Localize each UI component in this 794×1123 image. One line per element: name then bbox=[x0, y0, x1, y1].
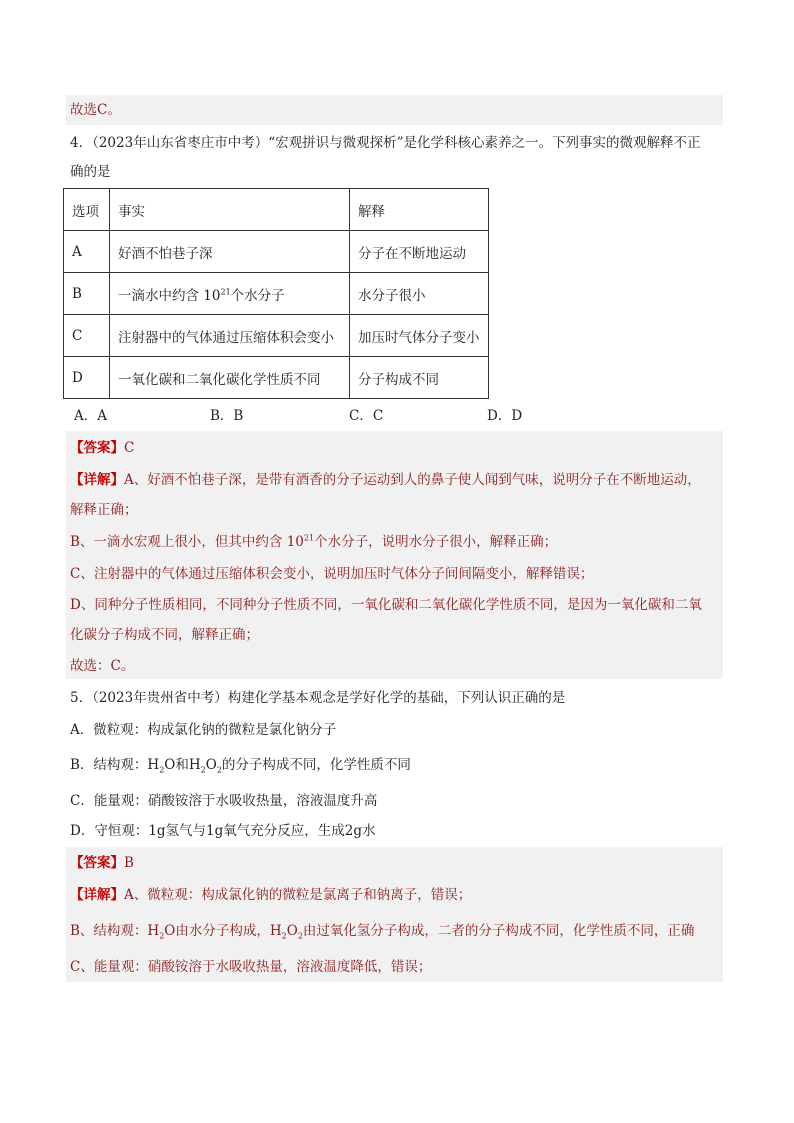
formula-subscript: 2 bbox=[159, 931, 165, 941]
q5-option-b-pre: B．结构观： bbox=[70, 757, 148, 773]
q4-detail-b bbox=[70, 532, 557, 552]
answer-value: B bbox=[124, 855, 134, 871]
formula-subscript: 2 bbox=[297, 931, 303, 941]
prev-answer-conclusion: 故选C。 bbox=[70, 102, 121, 118]
formula-peroxide bbox=[270, 923, 303, 939]
formula-element: H bbox=[147, 923, 160, 939]
q4-detail-d1: D、同种分子性质相同，不同种分子性质不同，一氧化碳和二氧化碳化学性质不同，是因为一氧化碳和二氧 bbox=[70, 597, 702, 613]
table-header-row bbox=[64, 189, 489, 231]
q5-answer bbox=[70, 853, 134, 873]
table-row bbox=[64, 315, 489, 357]
prev-answer-band bbox=[66, 95, 723, 125]
formula-element: O bbox=[205, 757, 217, 773]
detail-b-post: 个水分子，说明水分子很小，解释正确； bbox=[314, 534, 558, 550]
formula-element: O bbox=[164, 757, 176, 773]
detail-b-pre: B、结构观： bbox=[70, 923, 148, 939]
answer-value: C bbox=[124, 440, 135, 456]
formula-element: O bbox=[164, 923, 176, 939]
formula-subscript: 2 bbox=[216, 765, 222, 775]
formula-subscript: 2 bbox=[200, 765, 206, 775]
q4-conclusion: 故选：C。 bbox=[70, 658, 135, 674]
q4-detail-line2: 解释正确； bbox=[70, 502, 138, 518]
table-header-cell: 选项 bbox=[64, 189, 110, 231]
table-header-cell: 事实 bbox=[110, 189, 350, 231]
table-cell-explain: 分子构成不同 bbox=[350, 357, 489, 399]
q4-detail-c: C、注射器中的气体通过压缩体积会变小，说明加压时气体分子间间隔变小，解释错误； bbox=[70, 566, 594, 582]
formula-water bbox=[147, 923, 175, 939]
table-row bbox=[64, 273, 489, 315]
fact-text-post: 个水分子 bbox=[230, 287, 285, 304]
table-cell-option: B bbox=[64, 273, 110, 315]
q4-stem-line1: 4．（2023年山东省枣庄市中考）“宏观拼识与微观探析”是化学科核心素养之一。下列事实的微观解释不正 bbox=[70, 135, 701, 151]
formula-element: O bbox=[286, 923, 298, 939]
fact-exponent: 21 bbox=[220, 287, 231, 296]
table-cell-option: C bbox=[64, 315, 110, 357]
q5-option-d: D．守恒观：1g氢气与1g氧气充分反应，生成2g水 bbox=[70, 823, 376, 839]
table-cell-fact: 好酒不怕巷子深 bbox=[110, 231, 350, 273]
table-cell-option: A bbox=[64, 231, 110, 273]
detail-text: A、微粒观：构成氯化钠的微粒是氯离子和钠离子，错误； bbox=[124, 887, 472, 903]
q5-option-a: A．微粒观：构成氯化钠的微粒是氯化钠分子 bbox=[70, 722, 337, 738]
q4-stem-line2: 确的是 bbox=[70, 164, 111, 180]
formula-element: H bbox=[188, 757, 201, 773]
q4-detail-d2: 化碳分子构成不同，解释正确； bbox=[70, 627, 259, 643]
q4-facts-table bbox=[63, 188, 489, 399]
q4-option-b: B．B bbox=[210, 408, 244, 424]
answer-tag: 【答案】 bbox=[70, 440, 124, 456]
table-cell-fact: 一氧化碳和二氧化碳化学性质不同 bbox=[110, 357, 350, 399]
formula-peroxide bbox=[189, 757, 222, 773]
detail-tag: 【详解】 bbox=[70, 887, 124, 903]
q4-answer bbox=[70, 438, 134, 458]
q5-option-b-and: 和 bbox=[175, 757, 189, 773]
answer-tag: 【答案】 bbox=[70, 855, 124, 871]
detail-tag: 【详解】 bbox=[70, 472, 124, 488]
table-cell-explain: 水分子很小 bbox=[350, 273, 489, 315]
q5-stem: 5．（2023年贵州省中考）构建化学基本观念是学好化学的基础，下列认识正确的是 bbox=[70, 690, 566, 706]
formula-subscript: 2 bbox=[159, 765, 165, 775]
table-header-cell: 解释 bbox=[350, 189, 489, 231]
table-cell-explain: 加压时气体分子变小 bbox=[350, 315, 489, 357]
fact-text-pre: 一滴水中约含 10 bbox=[118, 287, 221, 304]
q5-detail-b bbox=[70, 921, 694, 941]
detail-b-pre: B、一滴水宏观上很小，但其中约含 10 bbox=[70, 534, 304, 550]
q4-option-c: C．C bbox=[349, 408, 384, 424]
detail-b-post: 由过氧化氢分子构成，二者的分子构成不同，化学性质不同，正确 bbox=[302, 923, 695, 939]
q4-option-d: D．D bbox=[487, 408, 523, 424]
formula-water bbox=[147, 757, 175, 773]
q5-detail-c: C、能量观：硝酸铵溶于水吸收热量，溶液温度降低，错误； bbox=[70, 959, 432, 975]
table-cell-explain: 分子在不断地运动 bbox=[350, 231, 489, 273]
table-cell-fact bbox=[110, 273, 350, 315]
q4-detail-line1 bbox=[70, 470, 701, 490]
q5-detail-a bbox=[70, 885, 471, 905]
detail-b-mid: 由水分子构成， bbox=[175, 923, 270, 939]
q5-option-c: C．能量观：硝酸铵溶于水吸收热量，溶液温度升高 bbox=[70, 793, 378, 809]
formula-element: H bbox=[269, 923, 282, 939]
table-cell-fact: 注射器中的气体通过压缩体积会变小 bbox=[110, 315, 350, 357]
formula-element: H bbox=[147, 757, 160, 773]
q5-option-b bbox=[70, 755, 411, 775]
q5-option-b-post: 的分子构成不同，化学性质不同 bbox=[221, 757, 411, 773]
detail-text: A、好酒不怕巷子深，是带有酒香的分子运动到人的鼻子使人闻到气味，说明分子在不断地运动， bbox=[124, 472, 701, 488]
table-row bbox=[64, 231, 489, 273]
detail-b-exponent: 21 bbox=[303, 533, 315, 543]
q4-option-a: A．A bbox=[74, 408, 107, 424]
formula-subscript: 2 bbox=[281, 931, 287, 941]
table-cell-option: D bbox=[64, 357, 110, 399]
table-row bbox=[64, 357, 489, 399]
